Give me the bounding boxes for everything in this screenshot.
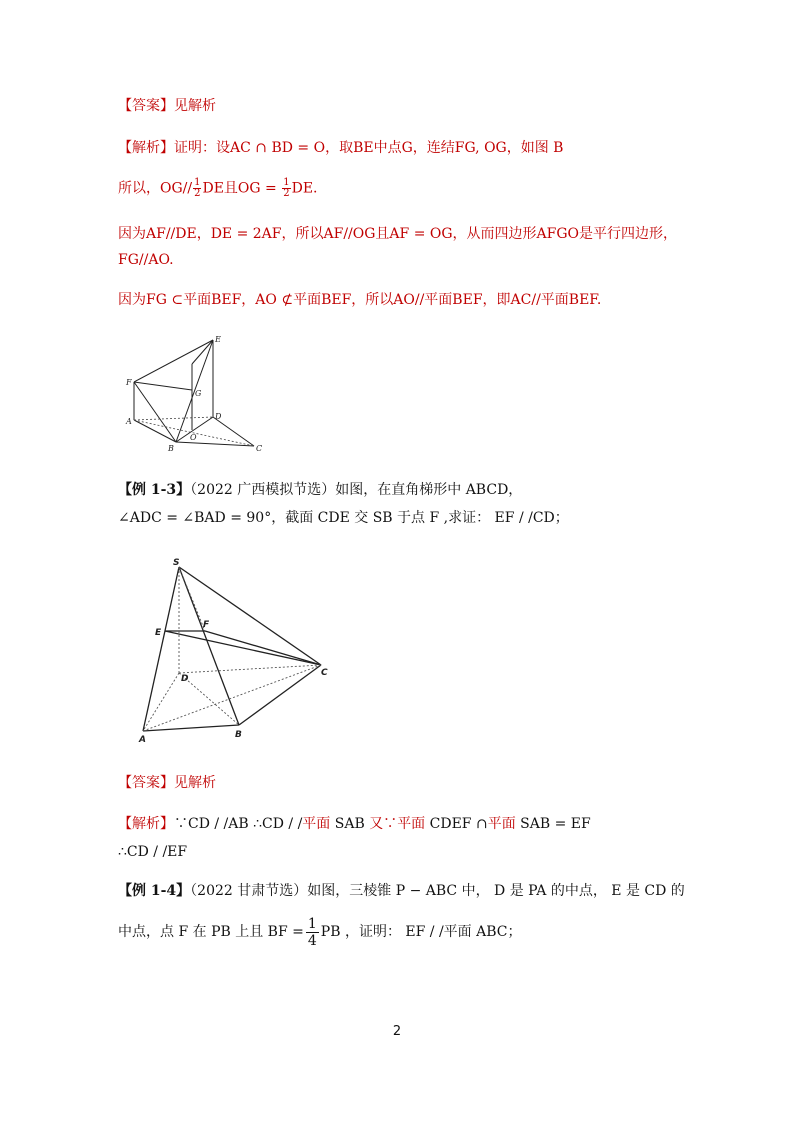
analysis-text-2a: 所以，OG// [118,180,193,197]
analysis-line-3: 因为AF//DE，DE = 2AF，所以AF//OG且AF = OG，从而四边形AFGO是平行四边形， [118,226,678,242]
fig1-label-o: O [190,433,197,442]
fig2-label-b: B [235,730,242,740]
fraction-half-2: $\frac{1}{2}$ [283,177,290,199]
answer-text: 见解析 [174,98,216,114]
example-1-4-line-1 [118,881,685,901]
figure-1-prism [118,330,278,460]
example-1-4-text-1: （2022 甘肃节选）如图，三棱锥 P − ABC 中， D 是 PA 的中点， E 是 CD 的 [190,883,685,899]
analysis-2-text-g: 平面 [487,816,516,832]
example-1-3-line-1 [118,480,522,500]
page-number: 2 [392,1024,402,1039]
analysis-text-2b: DE且OG = [202,180,277,197]
example-1-4-text-2b: PB ，证明： EF / /平面 ABC； [320,924,522,940]
analysis-2-text-h: SAB = EF [515,816,591,832]
fig2-label-d: D [181,674,189,684]
example-1-4-tag: 【例 1-4】 [118,883,191,899]
fig2-label-a: A [139,735,146,745]
analysis-2-line-1 [118,814,591,834]
analysis-text-1: 证明：设AC ∩ BD = O，取BE中点G，连结FG, OG，如图 B [174,140,564,156]
analysis-line-4: FG//AO. [118,252,174,268]
fig1-label-b: B [168,444,174,453]
analysis-2-text-b: 平面 [302,816,331,832]
example-1-3-tag: 【例 1-3】 [118,482,191,498]
analysis-line-5: 因为FG ⊂平面BEF，AO ⊄平面BEF，所以AO//平面BEF，即AC//平面BEF. [118,292,602,308]
example-1-4-text-2a: 中点，点 F 在 PB 上且 BF = [118,924,304,940]
analysis-tag-2: 【解析】 [118,816,174,832]
analysis-line-1 [118,138,563,158]
analysis-2-text-f: CDEF ∩ [425,816,488,832]
fig2-label-c: C [321,668,328,678]
fig1-label-a: A [126,417,132,426]
analysis-text-2c: DE. [291,180,318,197]
analysis-line-2 [118,178,318,199]
fig1-label-g: G [195,389,202,398]
fraction-half-1: $\frac{1}{2}$ [194,177,201,199]
fraction-quarter: $\frac{1}{4}$ [307,915,317,949]
example-1-3-line-2: ∠ADC = ∠BAD = 90°，截面 CDE 交 SB 于点 F ,求证： EF / /CD； [118,510,569,526]
answer-text-2: 见解析 [174,775,216,791]
example-1-3-text-1: （2022 广西模拟节选）如图，在直角梯形中 ABCD， [190,482,523,498]
fig2-label-e: E [155,628,162,638]
answer-tag-2: 【答案】 [118,775,174,791]
analysis-2-text-a: ∵CD / /AB ∴CD / / [174,816,303,832]
fig1-label-f: F [126,378,132,387]
analysis-2-text-d: 又∵ [369,816,398,832]
fig1-label-c: C [256,444,263,453]
figure-2-pyramid [135,555,335,745]
fig2-label-s: S [173,558,180,568]
analysis-tag: 【解析】 [118,140,174,156]
fig1-label-d: D [215,412,222,421]
answer-tag: 【答案】 [118,98,174,114]
analysis-2-text-e: 平面 [397,816,426,832]
analysis-2-line-2: ∴CD / /EF [118,844,188,860]
fig1-label-e: E [215,335,221,344]
answer-line-1 [118,96,216,116]
analysis-2-text-c: SAB [330,816,370,832]
fig2-label-f: F [203,620,210,630]
example-1-4-line-2 [118,912,521,952]
answer-line-2 [118,773,216,793]
